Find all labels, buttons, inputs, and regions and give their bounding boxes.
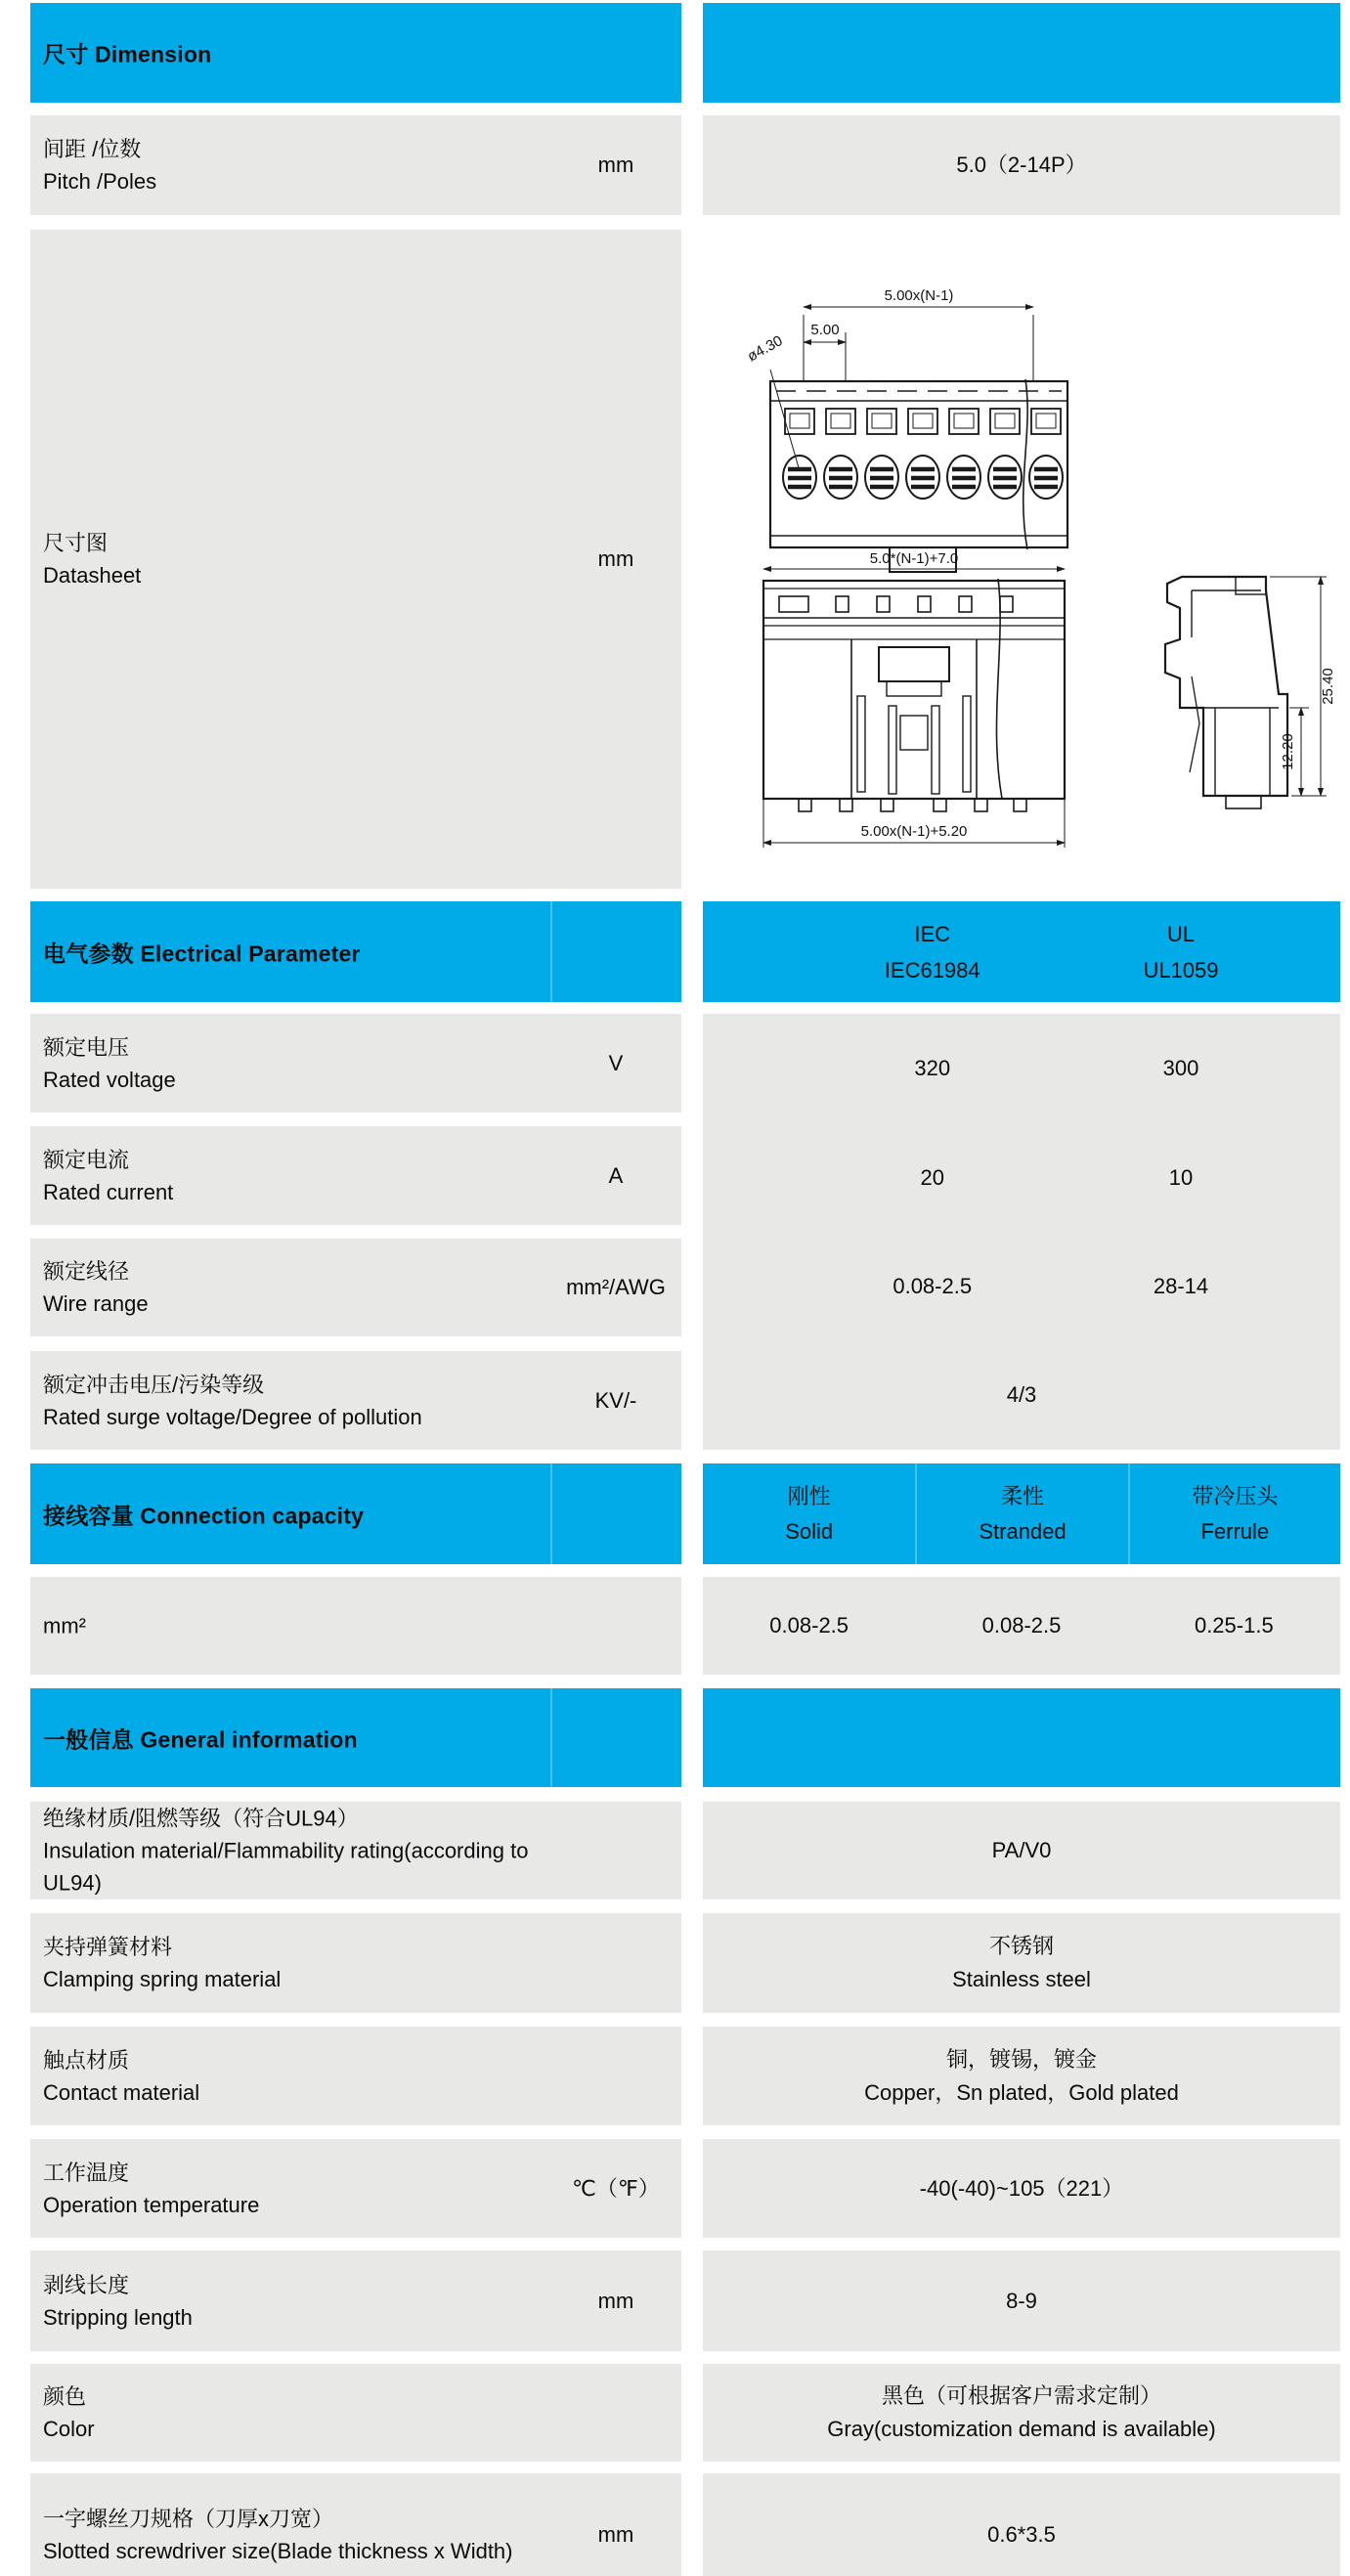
row-color-right [703, 2364, 1340, 2462]
capacity-solid-value: 0.08-2.5 [769, 1613, 849, 1637]
row-surge-left [30, 1351, 681, 1450]
stranded-header-zh: 柔性 [1000, 1483, 1044, 1508]
voltage-iec-value: 320 [914, 1056, 951, 1080]
row-spring-left [30, 1913, 681, 2013]
solid-column-header [703, 1463, 915, 1564]
row-spring-right [703, 1913, 1340, 2013]
pitch-label [43, 133, 537, 197]
color-value-en: Gray(customization demand is available) [827, 2417, 1216, 2441]
surge-unit: KV/- [594, 1387, 637, 1413]
section-header-capacity-label: 接线容量 Connection capacity [43, 1503, 365, 1528]
iec-name: IEC [914, 921, 951, 946]
row-capacity-left [30, 1577, 681, 1675]
insulation-label [43, 1803, 537, 1899]
current-ul-value: 10 [1168, 1164, 1194, 1190]
row-color-left [30, 2364, 681, 2462]
insulation-label-zh: 绝缘材质/阻燃等级（符合UL94） [43, 1806, 359, 1831]
dim-pitch-label: 5.00 [810, 322, 840, 338]
temperature-label-zh: 工作温度 [43, 2160, 130, 2185]
row-insulation-right [703, 1802, 1340, 1899]
electrical-standards-header [703, 901, 1340, 1002]
row-temperature-left [30, 2139, 681, 2238]
row-stripping-left [30, 2250, 681, 2351]
row-pitch-left [30, 115, 681, 215]
electrical-header-spacer [703, 901, 843, 1002]
voltage-label-en: Rated voltage [43, 1067, 176, 1092]
row-datasheet-left [30, 230, 681, 889]
solid-header-en: Solid [785, 1518, 834, 1544]
insulation-value-en: PA/V0 [991, 1838, 1052, 1862]
current-unit: A [608, 1162, 624, 1188]
row-insulation-left [30, 1802, 681, 1899]
drawing-side-view [742, 549, 1340, 887]
surge-label-en: Rated surge voltage/Degree of pollution [43, 1404, 422, 1429]
stripping-label-en: Stripping length [43, 2304, 193, 2330]
dim-pitch-total-label: 5.00x(N-1) [884, 287, 954, 304]
wire-range-iec-value: 0.08-2.5 [893, 1274, 973, 1298]
section-header-electrical-label: 电气参数 Electrical Parameter [43, 940, 361, 966]
stripping-label-zh: 剥线长度 [43, 2272, 130, 2297]
ferrule-column-header [1128, 1463, 1340, 1564]
stranded-header-en: Stranded [979, 1518, 1067, 1544]
datasheet-label [43, 527, 537, 591]
ferrule-header-zh: 带冷压头 [1192, 1483, 1279, 1508]
temperature-value: -40(-40)~105（221） [919, 2175, 1124, 2201]
voltage-ul-value: 300 [1162, 1056, 1199, 1080]
ul-name: UL [1166, 921, 1196, 946]
wire-range-label [43, 1255, 537, 1320]
screwdriver-label [43, 2503, 537, 2567]
current-label-en: Rated current [43, 1179, 174, 1204]
pitch-label-zh: 间距 /位数 [43, 137, 142, 161]
capacity-columns-header [703, 1463, 1340, 1564]
datasheet-unit: mm [597, 546, 634, 571]
section-header-general [30, 1688, 681, 1787]
screwdriver-label-zh: 一字螺丝刀规格（刀厚x刀宽） [43, 2506, 334, 2531]
row-contact-right [703, 2027, 1340, 2125]
voltage-label [43, 1031, 537, 1096]
current-label-zh: 额定电流 [43, 1147, 130, 1172]
stripping-value: 8-9 [1006, 2288, 1037, 2313]
spring-label-en: Clamping spring material [43, 1967, 282, 1991]
row-pitch-right [703, 115, 1340, 215]
voltage-label-zh: 额定电压 [43, 1034, 130, 1060]
row-screwdriver-left [30, 2473, 681, 2576]
capacity-row-label: mm² [43, 1613, 86, 1638]
contact-label-en: Contact material [43, 2079, 200, 2105]
section-header-dimension-label: 尺寸 Dimension [43, 41, 212, 67]
section-header-general-label: 一般信息 General information [43, 1726, 358, 1752]
color-label [43, 2380, 537, 2445]
pitch-unit: mm [597, 153, 634, 177]
color-label-zh: 颜色 [43, 2384, 87, 2409]
row-voltage-left [30, 1014, 681, 1113]
contact-value-zh: 铜，镀锡，镀金 [945, 2046, 1097, 2072]
section-header-dimension [30, 3, 681, 103]
iec-column-header [843, 901, 1022, 1002]
wire-range-values-row [703, 1232, 1340, 1340]
surge-value: 4/3 [1006, 1382, 1037, 1407]
screwdriver-value: 0.6*3.5 [987, 2521, 1056, 2547]
electrical-values-block [703, 1014, 1340, 1450]
contact-label [43, 2044, 537, 2109]
dim-hole-label: ø4.30 [744, 332, 786, 366]
row-screwdriver-right [703, 2473, 1340, 2576]
spring-value-en: Stainless steel [952, 1967, 1091, 1991]
temperature-unit: ℃（℉） [572, 2175, 660, 2201]
section-header-electrical [30, 901, 681, 1002]
section-header-dimension-right [703, 3, 1340, 103]
solid-header-zh: 刚性 [787, 1483, 831, 1508]
dim-height-label: 25.40 [1320, 668, 1336, 705]
dim-bottom-label: 5.00x(N-1)+5.20 [860, 823, 968, 840]
color-value-zh: 黑色（可根据客户需求定制） [881, 2383, 1161, 2408]
datasheet-label-en: Datasheet [43, 563, 142, 588]
screwdriver-label-en: Slotted screwdriver size(Blade thickness x Width) [43, 2538, 513, 2563]
wire-range-label-zh: 额定线径 [43, 1259, 130, 1284]
pitch-label-en: Pitch /Poles [43, 169, 157, 194]
section-header-general-right [703, 1688, 1340, 1787]
insulation-label-en: Insulation material/Flammability rating(according to UL94) [43, 1838, 529, 1896]
spring-value-zh: 不锈钢 [988, 1934, 1054, 1958]
contact-label-zh: 触点材质 [43, 2047, 130, 2073]
current-label [43, 1144, 537, 1208]
iec-standard: IEC61984 [884, 957, 980, 982]
ul-standard: UL1059 [1143, 957, 1219, 982]
row-capacity-right [703, 1577, 1340, 1675]
row-stripping-right [703, 2250, 1340, 2351]
capacity-stranded-value: 0.08-2.5 [981, 1613, 1062, 1637]
color-label-en: Color [43, 2417, 95, 2441]
ul-column-header [1022, 901, 1340, 1002]
row-wire-range-left [30, 1239, 681, 1336]
row-contact-left [30, 2027, 681, 2125]
section-header-capacity [30, 1463, 681, 1564]
voltage-values-row [703, 1014, 1340, 1122]
wire-range-label-en: Wire range [43, 1291, 149, 1316]
spring-label-zh: 夹持弹簧材料 [43, 1935, 173, 1959]
row-temperature-right [703, 2139, 1340, 2238]
drawing-front-view [743, 285, 1085, 589]
surge-label-zh: 额定冲击电压/污染等级 [43, 1372, 265, 1397]
surge-value-row [703, 1340, 1340, 1450]
temperature-label [43, 2157, 537, 2221]
temperature-label-en: Operation temperature [43, 2192, 260, 2217]
spring-label [43, 1931, 537, 1995]
current-iec-value: 20 [920, 1164, 944, 1190]
stripping-unit: mm [597, 2288, 634, 2313]
wire-range-unit: mm²/AWG [566, 1275, 666, 1299]
screwdriver-unit: mm [597, 2521, 634, 2547]
datasheet-label-zh: 尺寸图 [43, 531, 109, 555]
current-values-row [703, 1122, 1340, 1232]
stranded-column-header [915, 1463, 1127, 1564]
pitch-value: 5.0（2-14P） [956, 153, 1087, 177]
voltage-unit: V [608, 1050, 624, 1075]
surge-label [43, 1369, 537, 1433]
contact-value-en: Copper，Sn plated，Gold plated [864, 2079, 1179, 2105]
dim-top-label: 5.0*(N-1)+7.0 [869, 550, 959, 567]
ferrule-header-en: Ferrule [1200, 1518, 1270, 1544]
wire-range-ul-value: 28-14 [1153, 1274, 1209, 1298]
row-current-left [30, 1126, 681, 1225]
stripping-label [43, 2269, 537, 2334]
capacity-ferrule-value: 0.25-1.5 [1194, 1613, 1274, 1637]
dim-front-height-label: 12.20 [1280, 733, 1296, 770]
